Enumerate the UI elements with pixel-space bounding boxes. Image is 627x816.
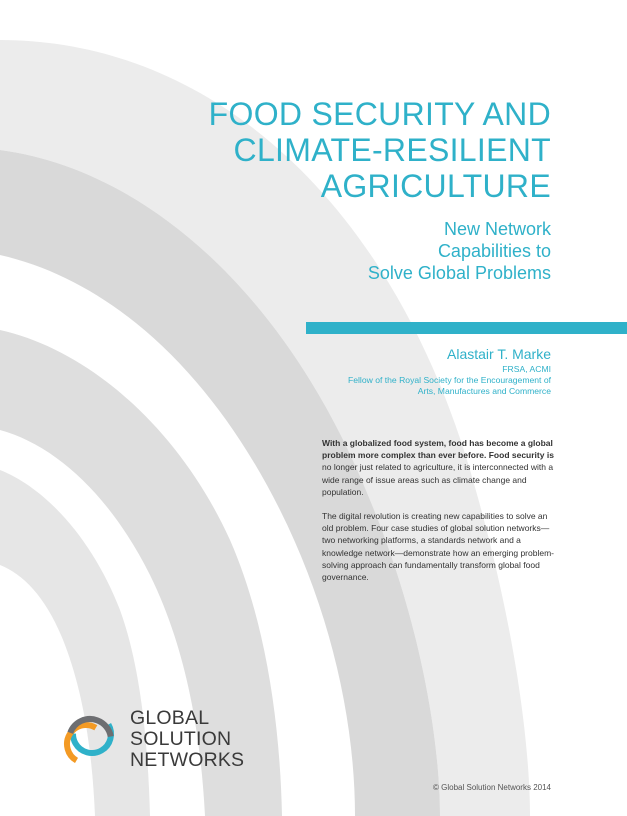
author-fellowship: Fellow of the Royal Society for the Encouragement of Arts, Manufactures and Commerce (347, 375, 551, 396)
logo-line-2: SOLUTION (130, 728, 232, 750)
abstract (322, 437, 554, 595)
author-credentials: FRSA, ACMI (502, 364, 551, 374)
abstract-paragraph-1 (322, 437, 554, 498)
title-block (131, 96, 551, 284)
abstract-lead-rest: no longer just related to agriculture, it is interconnected with a wide range of issue areas such as climate change and population. (322, 462, 554, 497)
copyright-notice: © Global Solution Networks 2014 (433, 783, 551, 792)
abstract-lead: With a globalized food system, food has become a global problem more complex than ever before. Food security is (322, 438, 554, 461)
logo-line-1: GLOBAL (130, 707, 210, 729)
accent-rule (306, 322, 627, 334)
report-title: FOOD SECURITY AND CLIMATE-RESILIENT AGRICULTURE (208, 96, 551, 204)
abstract-paragraph-2: The digital revolution is creating new capabilities to solve an old problem. Four case studies of global solution networks—two networking platforms, a standards network and a knowledge network—demonstrate how an emerging problem-solving approach can fundamentally transform global food governance. (322, 511, 554, 583)
author-name: Alastair T. Marke (447, 346, 551, 362)
logo-wordmark (130, 708, 244, 771)
gsn-logo (60, 708, 260, 772)
author-block (251, 346, 551, 397)
interlocking-rings-icon (60, 708, 122, 772)
report-subtitle: New Network Capabilities to Solve Global Problems (367, 219, 551, 283)
logo-line-3: NETWORKS (130, 749, 245, 771)
